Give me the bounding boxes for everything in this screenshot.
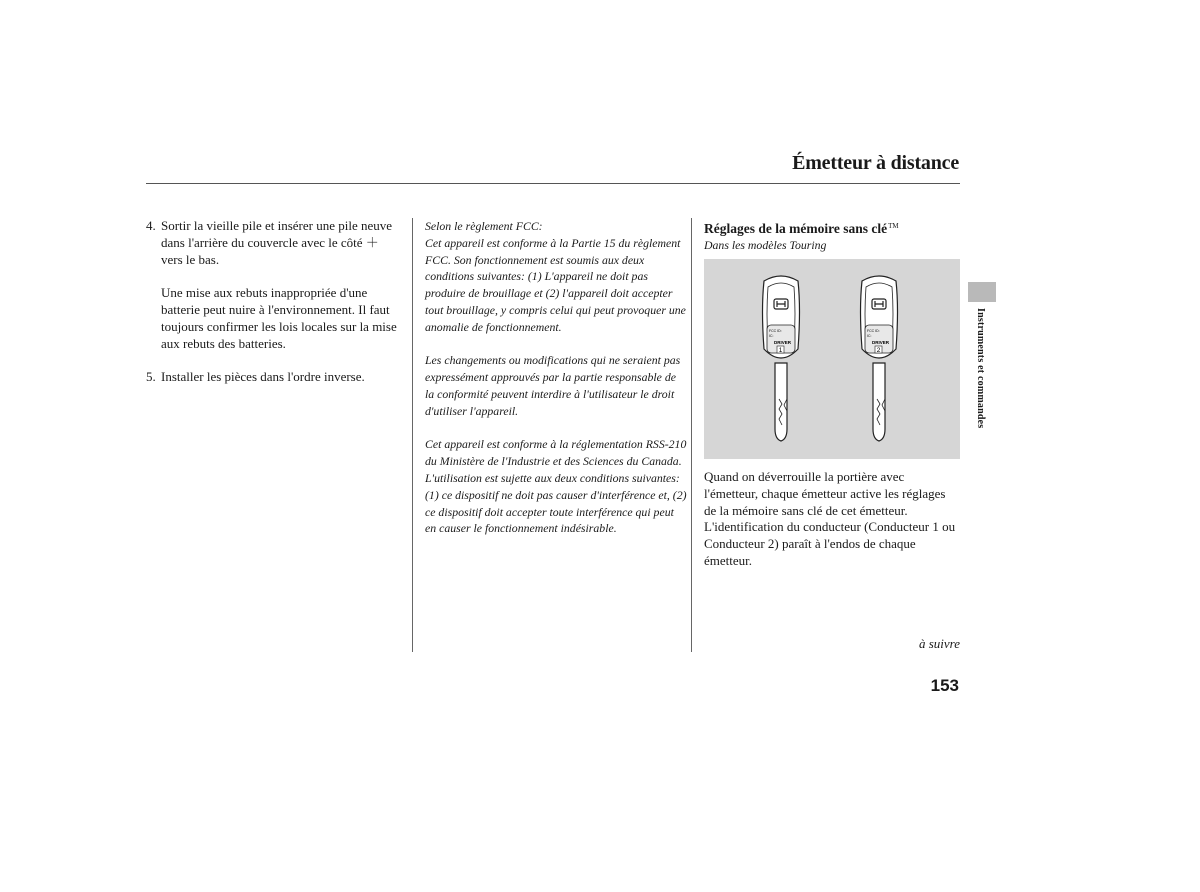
- column-divider-1: [412, 218, 413, 652]
- column-memory-settings: [704, 218, 960, 253]
- memory-settings-text: Quand on déverrouille la portière avec l'émetteur, chaque émetteur active les réglages de la mémoire sans clé de cet émetteur. L'identification du conducteur (Conducteur 1 ou Conducteur 2) paraît à l'endos de chaque émetteur.: [704, 469, 956, 568]
- modifications-text: Les changements ou modifications qui ne seraient pas expressément approuvés par la partie responsable de la conformité peuvent interdire à l'utilisateur le droit d'utiliser l'appareil.: [425, 353, 681, 418]
- side-tab-label: Instruments et commandes: [975, 308, 986, 429]
- key-2-ic-label: IC:: [867, 334, 872, 338]
- section-title: [704, 218, 960, 237]
- key-figure: [704, 259, 960, 459]
- disposal-note-text: Une mise aux rebuts inappropriée d'une batterie peut nuire à l'environnement. Il faut toujours confirmer les lois locales sur la mise aux rebuts des batteries.: [161, 285, 397, 351]
- page-title: Émetteur à distance: [792, 152, 959, 174]
- section-subtitle: Dans les modèles Touring: [704, 238, 827, 252]
- column-instructions: [146, 218, 398, 386]
- step-4: [146, 218, 398, 268]
- fcc-text: Cet appareil est conforme à la Partie 15 du règlement FCC. Son fonctionnement est soumis aux deux conditions suivantes: (1) L'appareil ne doit pas produire de brouillage et (2) l'appareil doit accepter tout brouillage, y compris celui qui peut provoquer une anomalie de fonctionnement.: [425, 235, 686, 334]
- key-1-ic-label: IC:: [769, 334, 774, 338]
- step-4-number: 4.: [146, 218, 156, 233]
- column-divider-2: [691, 218, 692, 652]
- step-4-text: Sortir la vieille pile et insérer une pile neuve dans l'arrière du couvercle avec le côté ＋ vers le bas.: [161, 218, 393, 267]
- key-1: [763, 276, 800, 441]
- trademark-mark: TM: [888, 222, 899, 230]
- step-5: [146, 369, 398, 386]
- canada-text: Cet appareil est conforme à la réglementation RSS-210 du Ministère de l'Industrie et des Sciences du Canada.: [425, 437, 687, 469]
- title-rule: [146, 183, 960, 184]
- key-2-driver-number: 2: [876, 347, 881, 354]
- memory-settings-body: [704, 469, 960, 570]
- disposal-note: [146, 285, 398, 352]
- keys-illustration: [704, 259, 960, 459]
- key-2-fcc-label: FCC ID:: [867, 329, 880, 333]
- key-1-driver-label: DRIVER: [774, 340, 792, 345]
- key-1-driver-number: 1: [778, 347, 783, 354]
- step-5-number: 5.: [146, 369, 156, 385]
- conditions-text: L'utilisation est sujette aux deux conditions suivantes: (1) ce dispositif ne doit pas causer d'interférence et, (2) ce dispositif doit accepter toute interférence qui peut en causer le fonctionnement indésirable.: [425, 470, 687, 536]
- continued-label: à suivre: [918, 636, 960, 651]
- fcc-heading: Selon le règlement FCC:: [425, 219, 543, 233]
- page-number: 153: [930, 676, 959, 695]
- key-2-driver-label: DRIVER: [872, 340, 890, 345]
- step-5-text: Installer les pièces dans l'ordre inverse.: [161, 369, 365, 385]
- side-tab-marker: [968, 282, 996, 302]
- section-title-text: Réglages de la mémoire sans clé: [704, 221, 888, 236]
- key-1-fcc-label: FCC ID:: [769, 329, 782, 333]
- key-2: [861, 276, 898, 441]
- column-regulatory: [425, 218, 687, 537]
